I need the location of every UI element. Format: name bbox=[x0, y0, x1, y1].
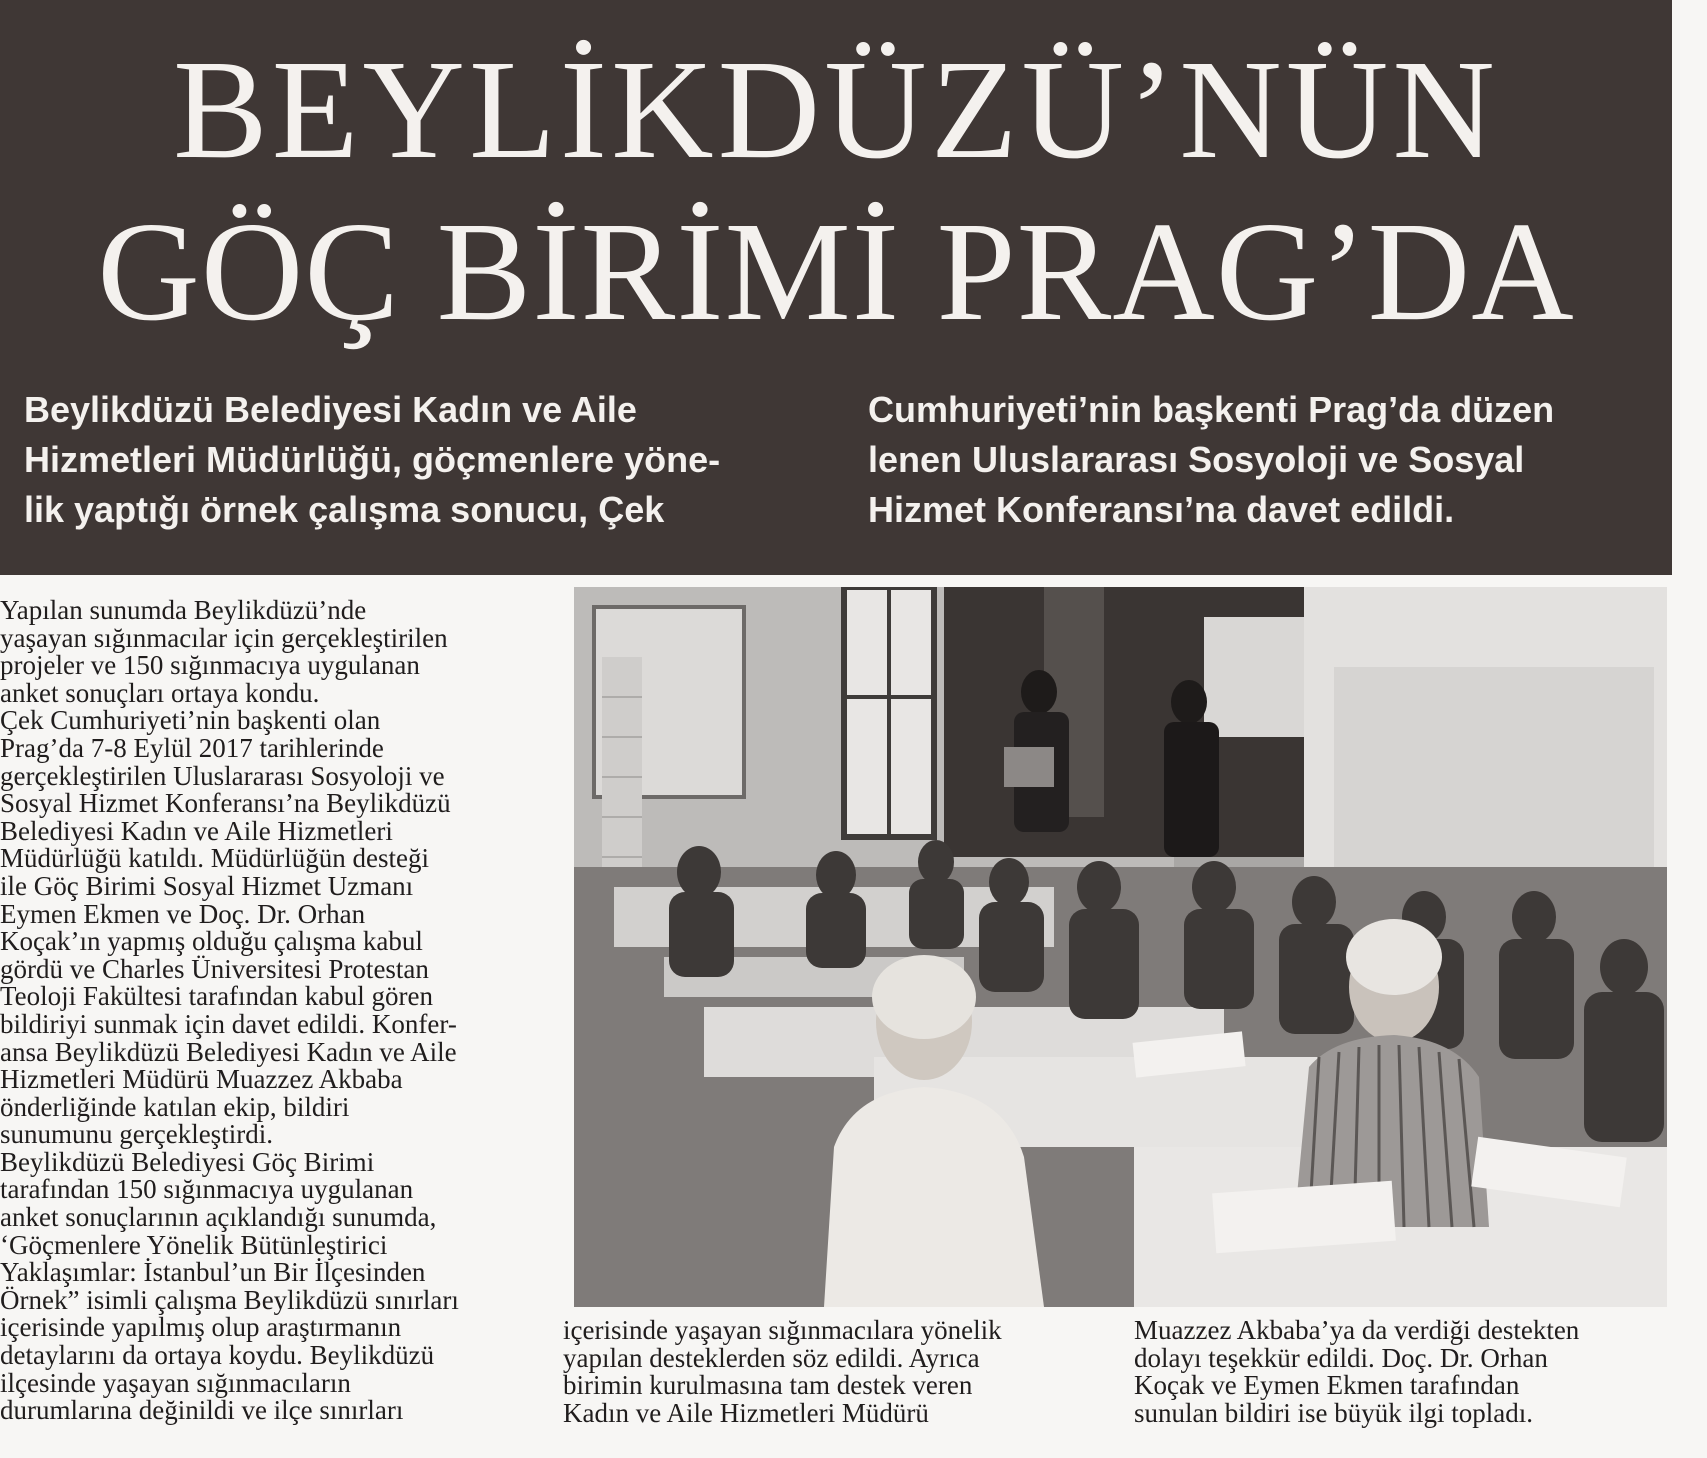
text-line: anket sonuçlarının açıklandığı sunumda, bbox=[0, 1202, 437, 1233]
text-line: içerisinde yaşayan sığınmacılara yönelik bbox=[563, 1315, 1002, 1345]
article-column-1 bbox=[0, 597, 459, 1425]
text-line: ile Göç Birimi Sosyal Hizmet Uzmanı bbox=[0, 870, 414, 901]
text-line: dolayı teşekkür edildi. Doç. Dr. Orhan bbox=[1134, 1342, 1548, 1373]
text-line: projeler ve 150 sığınmacıya uygulanan bbox=[0, 650, 420, 681]
text-line: Muazzez Akbaba’ya da verdiği destekten bbox=[1134, 1315, 1580, 1345]
text-line: yaşayan sığınmacılar için gerçekleştirilen bbox=[0, 622, 448, 653]
text-line: anket sonuçları ortaya kondu. bbox=[0, 677, 320, 708]
text-line: Yaklaşımlar: İstanbul’un Bir İlçesinden bbox=[0, 1257, 426, 1288]
text-line: Kadın ve Aile Hizmetleri Müdürü bbox=[563, 1397, 929, 1428]
text-line: yapılan desteklerden söz edildi. Ayrıca bbox=[563, 1342, 980, 1373]
text-line: Eymen Ekmen ve Doç. Dr. Orhan bbox=[0, 898, 366, 929]
deck-line: Cumhuriyeti’nin başkenti Prag’da düzen bbox=[868, 389, 1555, 430]
text-line: Müdürlüğü katıldı. Müdürlüğün desteği bbox=[0, 843, 429, 874]
text-line: ansa Beylikdüzü Belediyesi Kadın ve Aile bbox=[0, 1036, 457, 1067]
headline-band bbox=[0, 0, 1672, 575]
article-column-3 bbox=[1134, 1317, 1579, 1427]
text-line: gördü ve Charles Üniversitesi Protestan bbox=[0, 953, 429, 984]
text-line: Çek Cumhuriyeti’nin başkenti olan bbox=[0, 705, 381, 736]
text-line: sunumunu gerçekleştirdi. bbox=[0, 1119, 273, 1150]
text-line: Hizmetleri Müdürü Muazzez Akbaba bbox=[0, 1064, 403, 1095]
text-line: önderliğinde katılan ekip, bildiri bbox=[0, 1091, 350, 1122]
text-line: Prag’da 7-8 Eylül 2017 tarihlerinde bbox=[0, 732, 384, 763]
article-column-2 bbox=[563, 1317, 1002, 1427]
text-line: ilçesinde yaşayan sığınmacıların bbox=[0, 1367, 351, 1398]
deck-right bbox=[868, 385, 1678, 535]
text-line: tarafından 150 sığınmacıya uygulanan bbox=[0, 1174, 414, 1205]
conference-photo bbox=[574, 587, 1667, 1307]
deck-line: lenen Uluslararası Sosyoloji ve Sosyal bbox=[868, 439, 1525, 480]
text-line: Sosyal Hizmet Konferansı’na Beylikdüzü bbox=[0, 788, 451, 819]
text-line: içerisinde yapılmış olup araştırmanın bbox=[0, 1312, 402, 1343]
text-line: bildiriyi sunmak için davet edildi. Konfer- bbox=[0, 1008, 457, 1039]
text-line: Koçak’ın yapmış olduğu çalışma kabul bbox=[0, 926, 423, 957]
deck-line: Hizmetleri Müdürlüğü, göçmenlere yöne- bbox=[24, 439, 721, 480]
text-line: detaylarını da ortaya koydu. Beylikdüzü bbox=[0, 1340, 435, 1371]
text-line: Teoloji Fakültesi tarafından kabul gören bbox=[0, 981, 433, 1012]
text-line: birimin kurulmasına tam destek veren bbox=[563, 1370, 973, 1401]
text-line: gerçekleştirilen Uluslararası Sosyoloji ve bbox=[0, 760, 445, 791]
text-line: Belediyesi Kadın ve Aile Hizmetleri bbox=[0, 815, 393, 846]
headline-line-2: GÖÇ BİRİMİ PRAG’DA bbox=[97, 192, 1575, 350]
text-line: Beylikdüzü Belediyesi Göç Birimi bbox=[0, 1146, 375, 1177]
text-line: durumlarına değinildi ve ilçe sınırları bbox=[0, 1395, 404, 1426]
headline-line-1: BEYLİKDÜZÜ’NÜN bbox=[173, 30, 1499, 188]
deck-left bbox=[24, 385, 834, 535]
text-line: Örnek” isimli çalışma Beylikdüzü sınırları bbox=[0, 1284, 459, 1315]
deck-line: lik yaptığı örnek çalışma sonucu, Çek bbox=[24, 489, 665, 530]
deck-line: Beylikdüzü Belediyesi Kadın ve Aile bbox=[24, 389, 637, 430]
deck-line: Hizmet Konferansı’na davet edildi. bbox=[868, 489, 1455, 530]
conference-photo-illustration bbox=[574, 587, 1667, 1307]
text-line: Yapılan sunumda Beylikdüzü’nde bbox=[0, 595, 367, 625]
text-line: sunulan bildiri ise büyük ilgi topladı. bbox=[1134, 1397, 1533, 1428]
text-line: ‘Göçmenlere Yönelik Bütünleştirici bbox=[0, 1229, 388, 1260]
text-line: Koçak ve Eymen Ekmen tarafından bbox=[1134, 1370, 1520, 1401]
